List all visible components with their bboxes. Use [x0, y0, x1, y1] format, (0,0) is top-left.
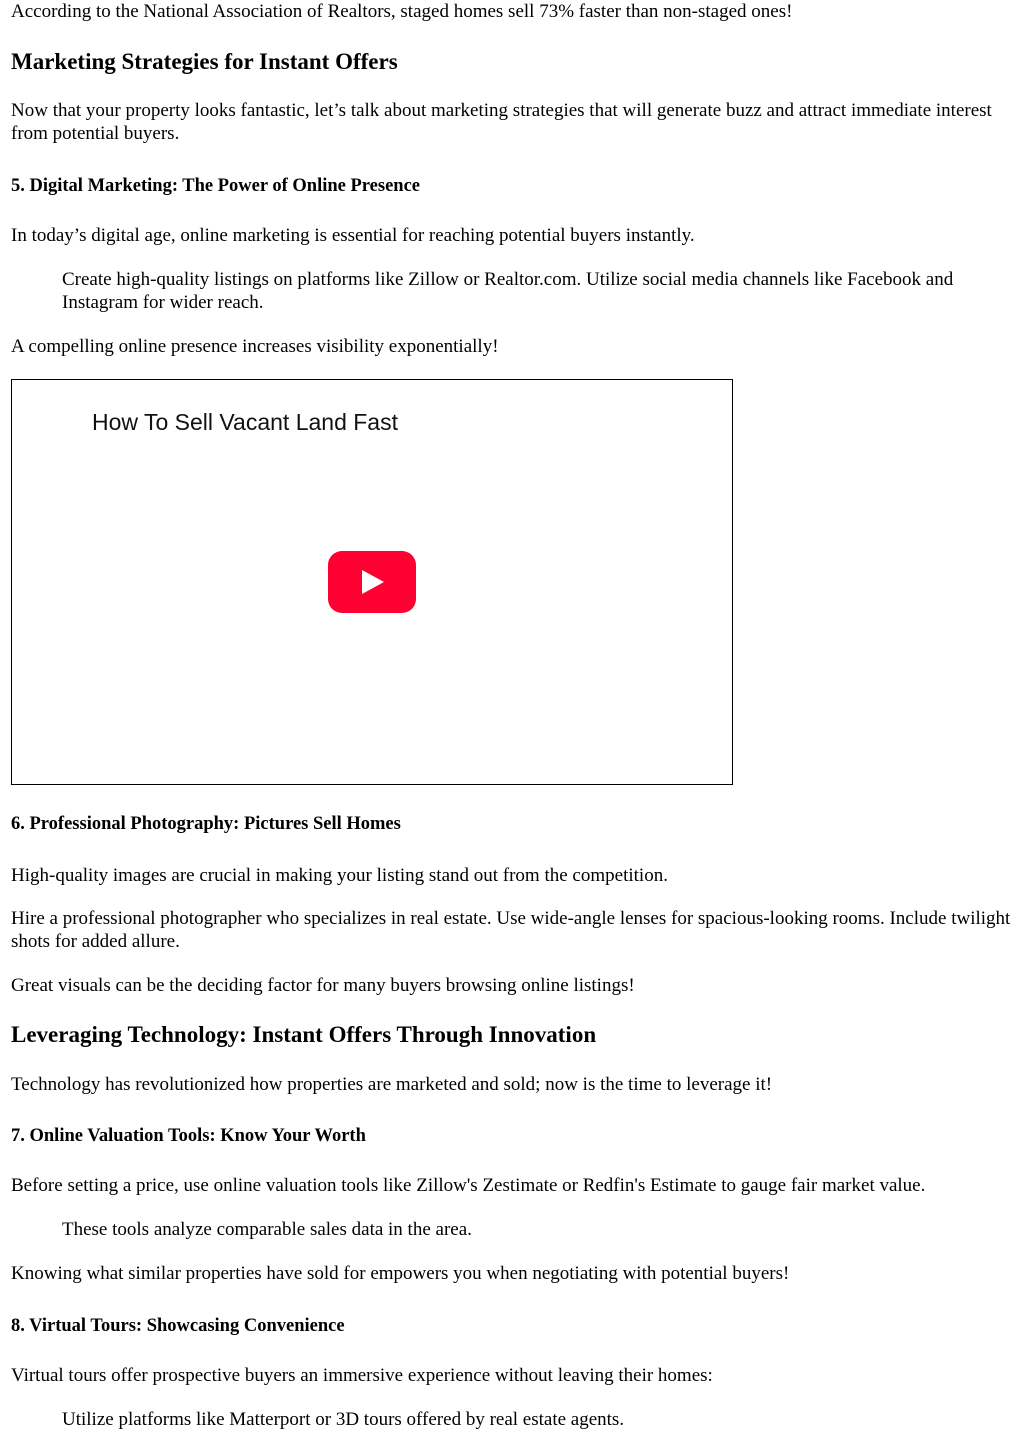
play-button[interactable] — [328, 551, 416, 613]
video-title[interactable]: How To Sell Vacant Land Fast — [92, 409, 398, 435]
marketing-intro-text: Now that your property looks fantastic, let’s talk about marketing strategies that will generate buzz and attract immediate interest from potential buyers. — [11, 100, 992, 144]
virtual-tours-heading: 8. Virtual Tours: Showcasing Convenience — [11, 1316, 345, 1336]
virtual-tours-tip: Utilize platforms like Matterport or 3D tours offered by real estate agents. — [62, 1409, 625, 1430]
photography-tips-text: Hire a professional photographer who specializes in real estate. Use wide-angle lenses for spacious-looking rooms. Include twilight shots for added allure. — [11, 908, 1011, 952]
photography-outro-text: Great visuals can be the deciding factor for many buyers browsing online listings! — [11, 975, 635, 996]
technology-intro-text: Technology has revolutionized how properties are marketed and sold; now is the time to leverage it! — [11, 1074, 773, 1095]
valuation-heading: 7. Online Valuation Tools: Know Your Worth — [11, 1126, 366, 1146]
technology-heading: Leveraging Technology: Instant Offers Through Innovation — [11, 1022, 597, 1047]
marketing-heading: Marketing Strategies for Instant Offers — [11, 49, 398, 74]
video-embed[interactable] — [11, 379, 733, 785]
digital-marketing-tips: Create high-quality listings on platforms like Zillow or Realtor.com. Utilize social media channels like Facebook and Instagram for wider reach. — [62, 269, 954, 313]
digital-marketing-intro-text: In today’s digital age, online marketing is essential for reaching potential buyers instantly. — [11, 225, 695, 246]
youtube-play-icon[interactable] — [328, 551, 416, 613]
virtual-tours-intro-text: Virtual tours offer prospective buyers an immersive experience without leaving their homes: — [11, 1365, 713, 1386]
valuation-tip: These tools analyze comparable sales data in the area. — [62, 1219, 472, 1240]
valuation-intro-text: Before setting a price, use online valuation tools like Zillow's Zestimate or Redfin's Estimate to gauge fair market value. — [11, 1175, 926, 1196]
digital-marketing-heading: 5. Digital Marketing: The Power of Online Presence — [11, 176, 420, 196]
photography-intro-text: High-quality images are crucial in making your listing stand out from the competition. — [11, 865, 668, 886]
photography-heading: 6. Professional Photography: Pictures Sell Homes — [11, 814, 401, 834]
valuation-outro-text: Knowing what similar properties have sold for empowers you when negotiating with potential buyers! — [11, 1263, 790, 1284]
digital-marketing-outro-text: A compelling online presence increases visibility exponentially! — [11, 336, 499, 357]
staging-stat-text: According to the National Association of Realtors, staged homes sell 73% faster than non-staged ones! — [11, 1, 793, 22]
